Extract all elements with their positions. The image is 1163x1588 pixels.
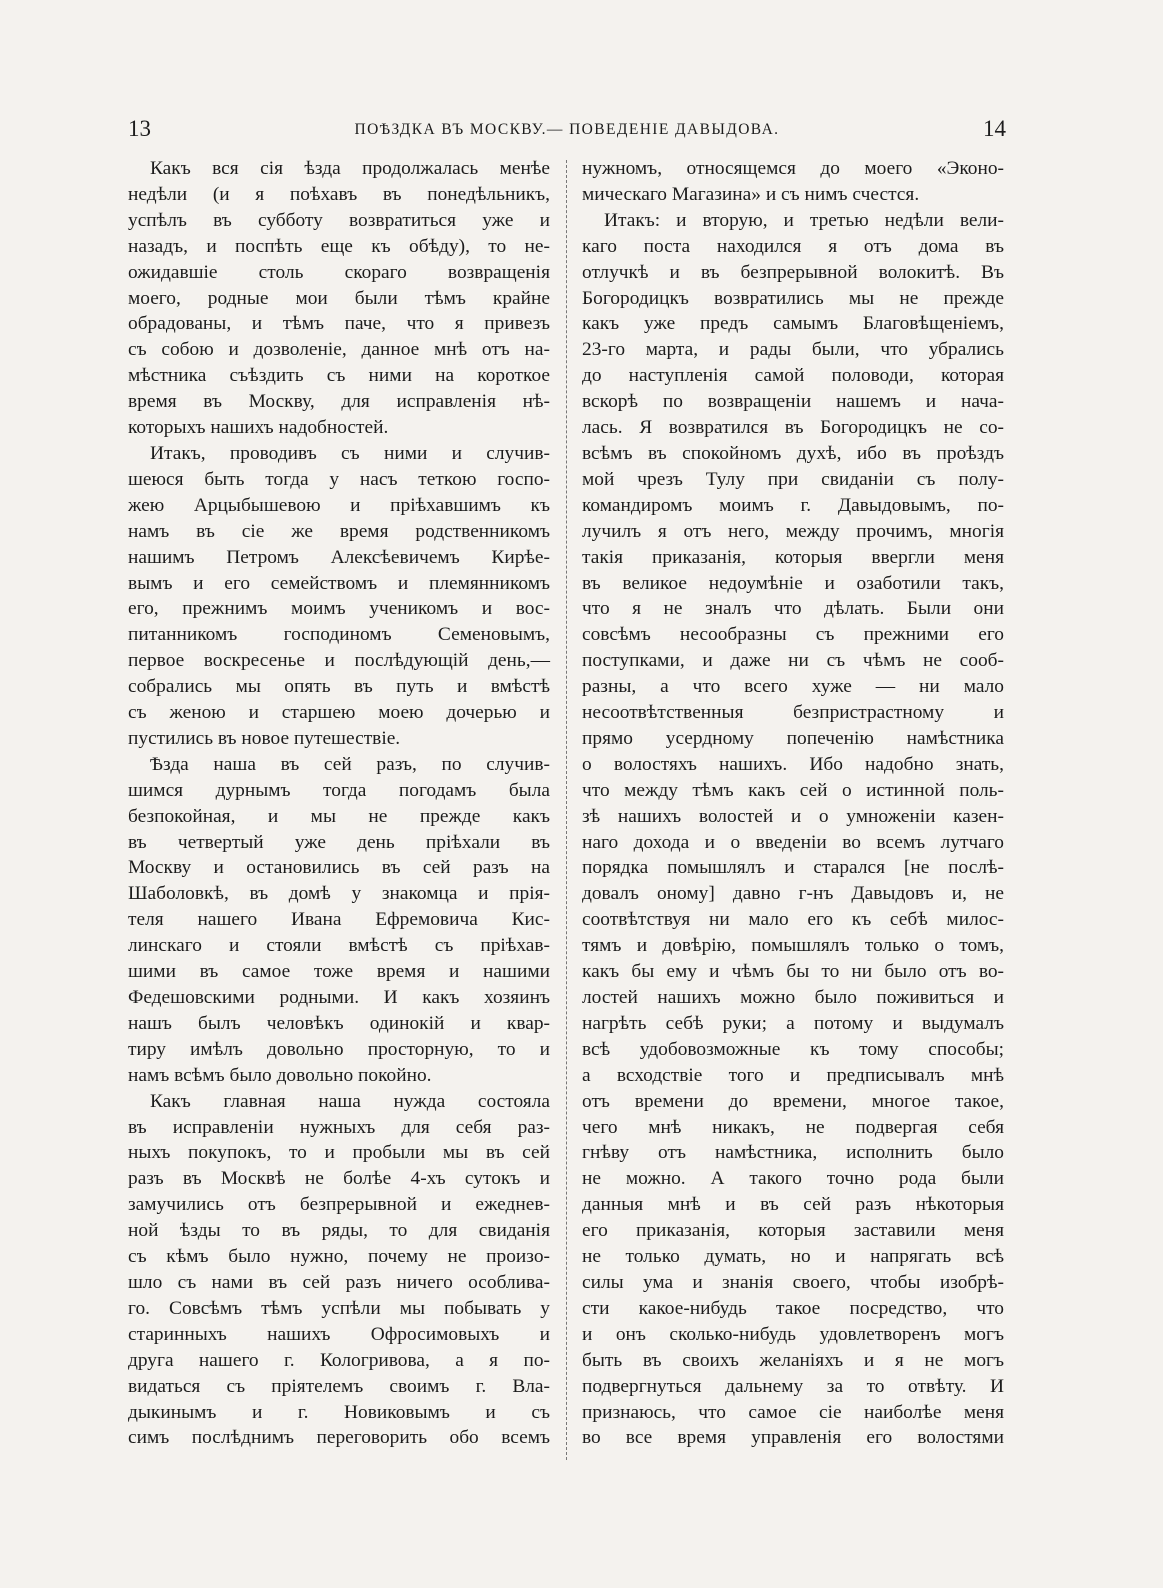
text-line: замучились отъ безпрерывной и ежеднев- [128,1194,550,1216]
text-line: время въ Москву, для исправленія нѣ- [128,391,550,413]
text-line: вскорѣ по возвращеніи нашемъ и нача- [582,391,1004,413]
text-line: нужномъ, относящемся до моего «Эконо- [582,158,1004,179]
text-line: жею Арцыбышевою и пріѣхавшимъ къ [128,494,550,516]
right-page-number: 14 [983,116,1006,141]
text-line: какъ бы ему и чѣмъ бы то ни было отъ во- [582,961,1004,983]
text-line: что я не зналъ что дѣлать. Были они [582,598,1004,620]
text-line: мѣстника съѣздить съ ними на короткое [128,365,550,387]
text-line: сти какое-нибудь такое посредство, что [582,1297,1004,1319]
text-line: тиру имѣлъ довольно просторную, то и [128,1038,550,1060]
text-line: наго дохода и о введеніи во всемъ лутчаго [582,831,1004,853]
left-page-number: 13 [128,116,151,141]
text-line: во все время управленія его волостями [582,1427,1004,1449]
text-line: чего мнѣ никакъ, не подвергая себя [582,1116,1004,1138]
text-line: силы ума и знанія своего, чтобы изобрѣ- [582,1271,1004,1293]
text-line: совсѣмъ несообразны съ прежними его [582,624,1004,646]
text-line: ныхъ покупокъ, то и пробыли мы въ сей [128,1142,550,1164]
text-line: несоотвѣтственныя безпристрастному и [582,702,1004,724]
text-line: мой чрезъ Тулу при свиданіи съ полу- [582,468,1004,490]
text-line: назадъ, и поспѣть еще къ обѣду), то не- [128,235,550,257]
text-line: нагрѣть себѣ руки; а потому и выдумалъ [582,1012,1004,1034]
text-line: шими въ самое тоже время и нашими [128,961,550,983]
text-line: Какъ вся сія ѣзда продолжалась менѣе [150,158,550,179]
column-divider [566,160,567,1460]
text-line: которыхъ нашихъ надобностей. [128,417,389,439]
text-line: питанникомъ господиномъ Семеновымъ, [128,624,550,646]
text-line: теля нашего Ивана Ефремовича Кис- [128,909,550,931]
text-line: тямъ и довѣрію, помышлялъ только о томъ, [582,935,1004,957]
text-line: въ четвертый уже день пріѣхали въ [128,831,550,853]
text-line: намъ всѣмъ было довольно покойно. [128,1064,432,1086]
text-line: симъ послѣднимъ переговорить обо всемъ [128,1427,550,1449]
text-line: прямо усердному попеченію намѣстника [582,727,1004,749]
text-line: порядка помышлялъ и старался [не послѣ- [582,857,1004,879]
text-line: его приказанія, которыя заставили меня [582,1220,1004,1242]
text-line: съ собою и дозволеніе, данное мнѣ отъ на- [128,339,550,361]
text-line: зѣ нашихъ волостей и о умноженіи казен- [582,805,1004,827]
page-header [128,116,1006,148]
text-line: нашъ былъ человѣкъ одинокій и квар- [128,1012,550,1034]
text-line: Москву и остановились въ сей разъ на [128,857,550,879]
text-line: нашимъ Петромъ Алексѣевичемъ Кирѣе- [128,546,550,568]
text-line: шеюся быть тогда у насъ теткою госпо- [128,468,550,490]
text-line: пустились въ новое путешествіе. [128,727,401,749]
text-line: поступками, и даже ни съ чѣмъ не сооб- [582,650,1004,672]
text-line: довалъ оному] давно г-нъ Давыдовъ и, не [582,883,1004,905]
text-line: Шаболовкѣ, въ домѣ у знакомца и прія- [128,883,550,905]
text-line: обрадованы, и тѣмъ паче, что я привезъ [128,313,550,335]
text-line: старинныхъ нашихъ Офросимовыхъ и [128,1323,550,1345]
text-line: отъ времени до времени, многое такое, [582,1090,1004,1112]
text-line: линскаго и стояли вмѣстѣ съ пріѣхав- [128,935,550,957]
text-line: Какъ главная наша нужда состояла [150,1090,550,1112]
text-line: намъ въ сіе же время родственникомъ [128,520,550,542]
text-line: Итакъ, проводивъ съ ними и случив- [150,442,550,464]
text-line: до наступленія самой половоди, которая [582,365,1004,387]
text-line: лась. Я возвратился въ Богородицкъ не со- [582,417,1004,439]
text-line: друга нашего г. Кологривова, а я по- [128,1349,550,1371]
text-line: подвергнуться дальнему за то отвѣту. И [582,1375,1004,1397]
text-line: о волостяхъ нашихъ. Ибо надобно знать, [582,753,1004,775]
text-line: въ великое недоумѣніе и озаботили такъ, [582,572,1004,594]
text-line: въ исправленіи нужныхъ для себя раз- [128,1116,550,1138]
text-line: недѣли (и я поѣхавъ въ понедѣльникъ, [128,183,550,205]
text-line: успѣлъ въ субботу возвратиться уже и [128,209,550,231]
text-line: мическаго Магазина» и съ нимъ счестся. [582,183,920,205]
text-line: всѣ удобовозможные къ тому способы; [582,1038,1004,1060]
text-line: Федешовскими родными. И какъ хозяинъ [128,987,550,1008]
text-line: ожидавшіе столь скораго возвращенія [128,261,550,283]
text-line: и онъ сколько-нибудь удовлетворенъ могъ [582,1323,1004,1345]
text-line: отлучкѣ и въ безпрерывной волокитѣ. Въ [582,261,1004,283]
text-line: командиромъ моимъ г. Давыдовымъ, по- [582,494,1004,516]
text-line: Итакъ: и вторую, и третью недѣли вели- [604,209,1004,231]
text-line: гнѣву отъ намѣстника, исполнить было [582,1142,1004,1164]
text-line: Богородицкъ возвратились мы не прежде [582,287,1004,309]
text-line: шло съ нами въ сей разъ ничего особлива- [128,1271,550,1293]
text-line: разъ въ Москвѣ не болѣе 4-хъ сутокъ и [128,1168,550,1190]
right-column [582,156,1004,1451]
text-line: всѣмъ въ спокойномъ духѣ, ибо въ проѣздъ [582,442,1004,464]
text-line: соотвѣтствуя ни мало его къ себѣ милос- [582,909,1004,931]
text-line: моего, родные мои были тѣмъ крайне [128,287,550,309]
text-line: 23-го марта, и рады были, что убрались [582,339,1004,361]
text-line: лостей нашихъ можно было поживиться и [582,987,1004,1008]
text-line: го. Совсѣмъ тѣмъ успѣли мы побывать у [128,1297,550,1319]
text-line: такія приказанія, которыя ввергли меня [582,546,1004,568]
text-line: лучилъ я отъ него, между прочимъ, многія [582,520,1004,542]
text-line: первое воскресенье и послѣдующій день,— [128,650,550,672]
text-line: ной ѣзды то въ ряды, то для свиданія [128,1220,550,1242]
left-column [128,156,550,1451]
text-line: дыкинымъ и г. Новиковымъ и съ [128,1401,550,1423]
text-line: Ѣзда наша въ сей разъ, по случив- [150,753,550,775]
text-line: шимся дурнымъ тогда погодамъ была [128,779,550,801]
text-line: собрались мы опять въ путь и вмѣстѣ [128,676,550,698]
running-title: ПОѢЗДКА ВЪ МОСКВУ.— ПОВЕДЕНІЕ ДАВЫДОВА. [354,121,780,138]
text-line: а всходствіе того и предписывалъ мнѣ [582,1064,1004,1086]
text-line: видаться съ пріятелемъ своимъ г. Вла- [128,1375,550,1397]
text-line: съ женою и старшею моею дочерью и [128,702,550,724]
text-line: разны, а что всего хуже — ни мало [582,676,1004,698]
text-line: признаюсь, что самое сіе наиболѣе меня [582,1401,1004,1423]
text-line: каго поста находился я отъ дома въ [582,235,1004,257]
text-line: не только думать, но и напрягать всѣ [582,1246,1004,1268]
text-line: что между тѣмъ какъ сей о истинной поль- [582,779,1004,801]
text-line: не можно. А такого точно рода были [582,1168,1004,1190]
text-line: данныя мнѣ и въ сей разъ нѣкоторыя [582,1194,1004,1216]
text-line: вымъ и его семействомъ и племянникомъ [128,572,550,594]
text-line: съ кѣмъ было нужно, почему не произо- [128,1246,550,1268]
text-line: какъ уже предъ самымъ Благовѣщеніемъ, [582,313,1004,335]
text-line: безпокойная, и мы не прежде какъ [128,805,550,827]
text-line: быть въ своихъ желаніяхъ и я не могъ [582,1349,1004,1371]
text-line: его, прежнимъ моимъ ученикомъ и вос- [128,598,550,620]
